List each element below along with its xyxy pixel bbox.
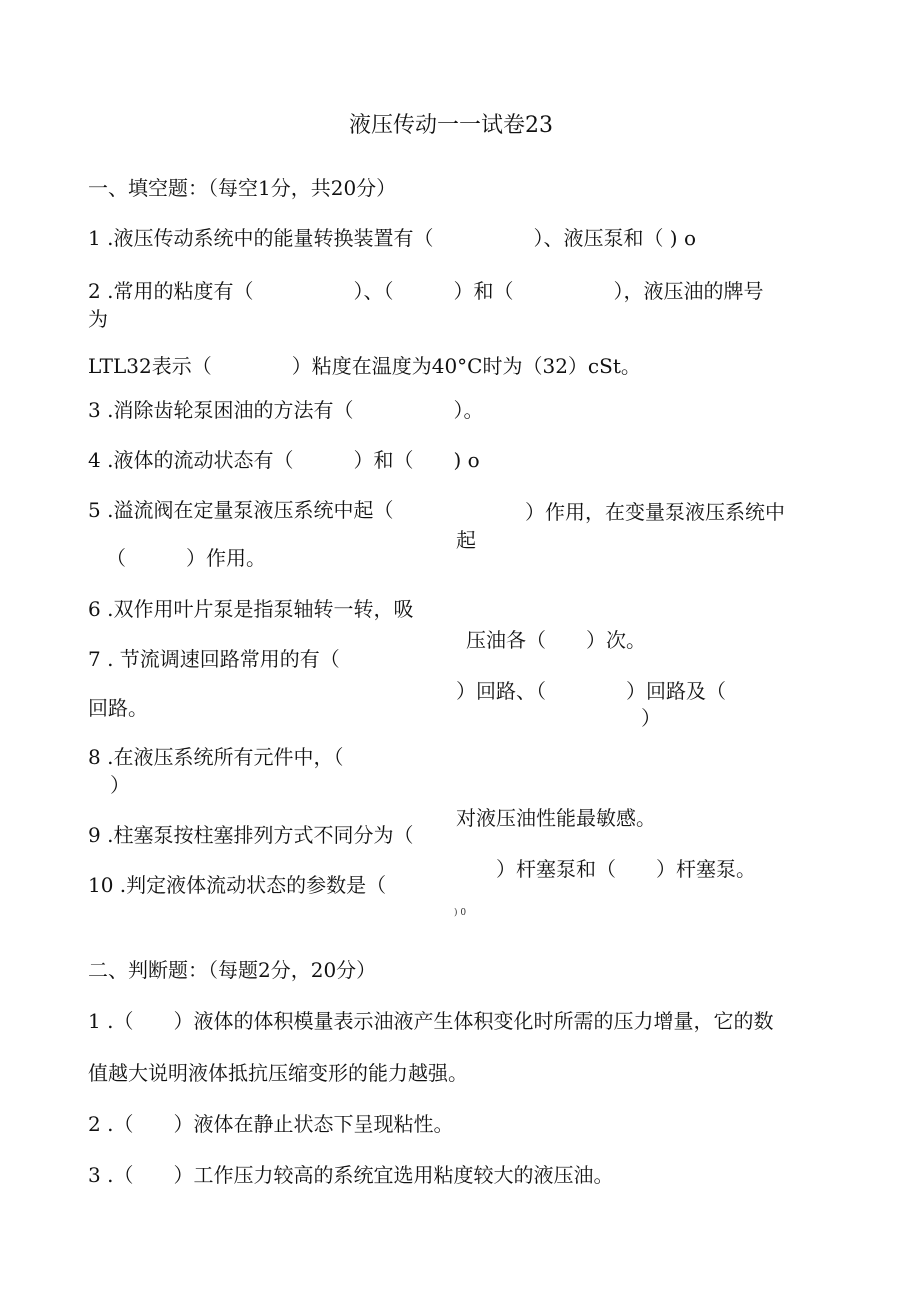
question-1-7-part2: ）回路、（ ）回路及（ bbox=[456, 679, 726, 703]
question-1-2-line3: LTL32表示（ ）粘度在温度为40°C时为（32）cSt。 bbox=[88, 354, 641, 378]
question-1-10-part2: ) 0 bbox=[454, 908, 467, 918]
question-1-8-part2: ） bbox=[110, 773, 130, 797]
question-1-5-part1: 5 .溢流阀在定量泵液压系统中起（ bbox=[88, 498, 394, 522]
question-1-9-part1: 9 .柱塞泵按柱塞排列方式不同分为（ bbox=[88, 823, 414, 847]
question-1-6-part1: 6 .双作用叶片泵是指泵轴转一转，吸 bbox=[88, 597, 414, 621]
question-2-2: 2 .（ ）液体在静止状态下呈现粘性。 bbox=[88, 1112, 454, 1136]
question-2-3: 3 .（ ）工作压力较高的系统宜选用粘度较大的液压油。 bbox=[88, 1163, 614, 1187]
question-1-4: 4 .液体的流动状态有（ ）和（ ) o bbox=[88, 448, 480, 472]
question-1-2-line2: 为 bbox=[88, 307, 108, 331]
question-1-1: 1 .液压传动系统中的能量转换装置有（ ）、液压泵和（ ) o bbox=[88, 226, 696, 250]
question-1-7-part1: 7 . 节流调速回路常用的有（ bbox=[88, 647, 340, 671]
section2-heading: 二、判断题：（每题2分，20分） bbox=[88, 958, 377, 982]
question-1-7-part4: ） bbox=[641, 706, 661, 730]
question-1-6-part2: 压油各（ ）次。 bbox=[466, 628, 646, 652]
question-1-2-line1: 2 .常用的粘度有（ ）、（ ）和（ ），液压油的牌号 bbox=[88, 279, 764, 303]
question-1-5-part4: （ ）作用。 bbox=[106, 546, 266, 570]
question-1-9-part2: ）杆塞泵和（ ）杆塞泵。 bbox=[496, 857, 756, 881]
question-1-8-part1: 8 .在液压系统所有元件中，（ bbox=[88, 745, 344, 769]
question-1-7-part3: 回路。 bbox=[88, 696, 148, 720]
section1-heading: 一、填空题：（每空1分，共20分） bbox=[88, 176, 397, 200]
question-1-8-part3: 对液压油性能最敏感。 bbox=[456, 806, 656, 830]
question-2-1-line2: 值越大说明液体抵抗压缩变形的能力越强。 bbox=[88, 1061, 468, 1085]
question-2-1-line1: 1 .（ ）液体的体积模量表示油液产生体积变化时所需的压力增量，它的数 bbox=[88, 1009, 774, 1033]
exam-title: 液压传动一一试卷23 bbox=[349, 113, 553, 138]
question-1-5-part3: 起 bbox=[456, 528, 476, 552]
question-1-10-part1: 10 .判定液体流动状态的参数是（ bbox=[88, 873, 387, 897]
question-1-5-part2: ）作用，在变量泵液压系统中 bbox=[525, 500, 785, 524]
question-1-3: 3 .消除齿轮泵困油的方法有（ ）。 bbox=[88, 398, 484, 422]
